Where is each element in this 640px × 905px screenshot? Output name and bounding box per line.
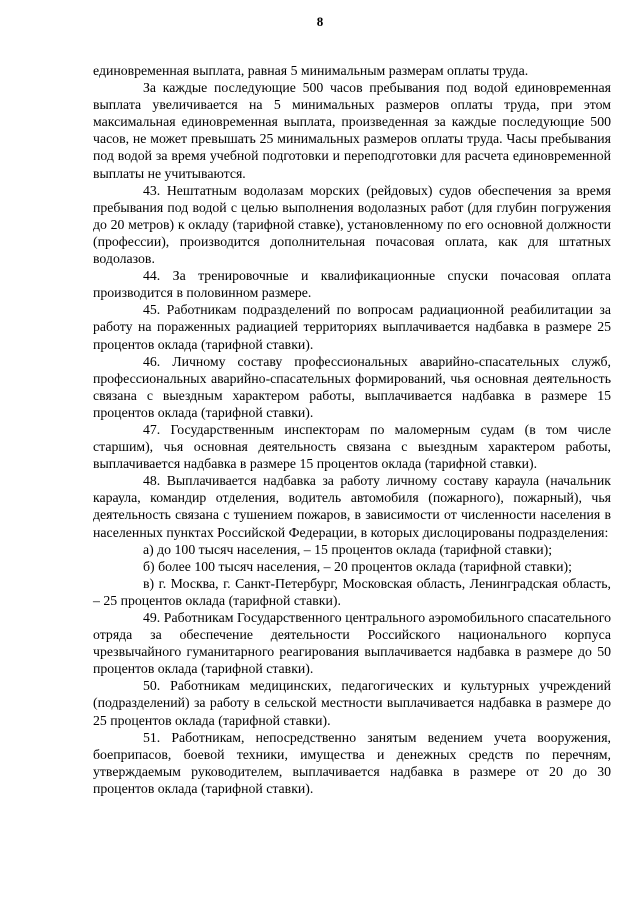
paragraph-48-item-b: б) более 100 тысяч населения, – 20 процентов оклада (тарифной ставки); bbox=[143, 558, 572, 574]
paragraph-44: 44. За тренировочные и квалификационные спуски почасовая оплата производится в половинном размере. bbox=[93, 268, 611, 301]
document-body bbox=[93, 62, 611, 797]
paragraph-47: 47. Государственным инспекторам по маломерным судам (в том числе старшим), чья основная деятельность связана с выездным характером работы, выплачивается надбавка в размере 15 процентов оклада (тарифной ставки). bbox=[93, 421, 611, 472]
paragraph-45: 45. Работникам подразделений по вопросам радиационной реабилитации за работу на пораженных радиацией территориях выплачивается надбавка в размере 25 процентов оклада (тарифной ставки). bbox=[93, 302, 611, 352]
paragraph-43: 43. Нештатным водолазам морских (рейдовых) судов обеспечения за время пребывания под водой с целью выполнения водолазных работ (для глубин погружения до 20 метров) к окладу (тарифной ставке), установленному по его основной должности (профессии), производится дополнительная почасовая оплата, как для штатных водолазов. bbox=[93, 182, 611, 267]
paragraph-48: 48. Выплачивается надбавка за работу личному составу караула (начальник караула, командир отделения, водитель автомобиля (пожарного), пожарный), чья деятельность связана с тушением пожаров, в зависимости от численности населения в населенных пунктах Российской Федерации, в которых дислоцированы подразделения: bbox=[93, 473, 611, 540]
paragraph-48-item-a: а) до 100 тысяч населения, – 15 процентов оклада (тарифной ставки); bbox=[143, 541, 553, 557]
paragraph-50: 50. Работникам медицинских, педагогических и культурных учреждений (подразделений) за работу в сельской местности выплачивается надбавка в размере до 25 процентов оклада (тарифной ставки). bbox=[93, 678, 611, 728]
paragraph-42-continued: За каждые последующие 500 часов пребывания под водой единовременная выплата увеличивается на 5 минимальных размеров оплаты труда, при этом максимальная единовременная выплата, произведенная за каждые последующие 500 часов, не может превышать 25 минимальных размеров оплаты труда. Часы пребывания под водой за время учебной подготовки и переподготовки для расчета единовременной выплаты не учитываются. bbox=[93, 80, 611, 181]
page-number: 8 bbox=[316, 14, 324, 29]
paragraph-46: 46. Личному составу профессиональных аварийно-спасательных служб, профессиональных аварийно-спасательных формирований, чья основная деятельность связана с выездным характером работы, выплачивается надбавка в размере 15 процентов оклада (тарифной ставки). bbox=[93, 353, 611, 420]
paragraph-51: 51. Работникам, непосредственно занятым ведением учета вооружения, боеприпасов, боевой техники, имущества и денежных средств по перечням, утверждаемым руководителем, выплачивается надбавка в размере от 20 до 30 процентов оклада (тарифной ставки). bbox=[93, 729, 611, 796]
paragraph-49: 49. Работникам Государственного центрального аэромобильного спасательного отряда за обеспечение деятельности Российского национального корпуса чрезвычайного гуманитарного реагирования выплачивается надбавка в размере до 50 процентов оклада (тарифной ставки). bbox=[93, 610, 611, 677]
paragraph-continuation: единовременная выплата, равная 5 минимальным размерам оплаты труда. bbox=[93, 63, 529, 78]
paragraph-48-item-c: в) г. Москва, г. Санкт-Петербург, Московская область, Ленинградская область, – 25 процентов оклада (тарифной ставки). bbox=[93, 575, 611, 608]
